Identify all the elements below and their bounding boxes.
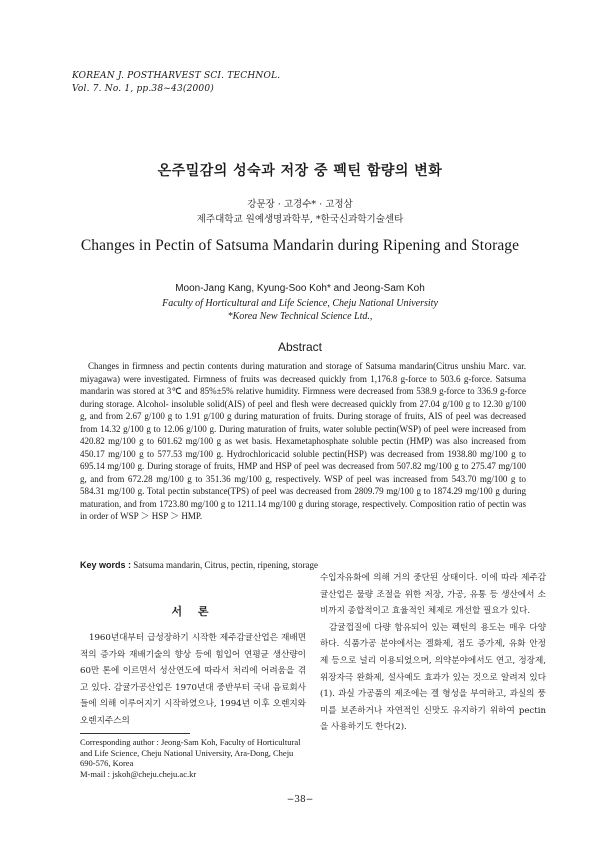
intro-paragraph: 감귤껍질에 다량 함유되어 있는 펙틴의 용도는 매우 다양하다. 식품가공 분야에서는 겔화제, 점도 증가제, 유화 안정제 등으로 널리 이용되었으며, 의약분야에서도 연고, 정장제, 위장자극 완화제, 설사예도 효과가 있는 것으로 알려져 있다(1). 과실 가공품의 제조에는 겔 형성을 부여하고, 과실의 풍미를 보존하거나 자연적인 신맛도 유지하기 위하여 pectin을 사용하기도 한다(2).	[320, 622, 546, 733]
english-affiliation	[0, 297, 600, 323]
keywords	[80, 560, 526, 570]
intro-paragraph: 수입자유화에 의해 거의 중단된 상태이다. 이에 따라 제주감귤산업은 물량 조절을 위한 저장, 가공, 유통 등 생산에서 소비까지 종합적이고 효율적인 체제로 개선할 필요가 있다.	[320, 573, 546, 617]
korean-authors: 강문장 · 고경수* · 고정삼	[247, 199, 353, 210]
footnote-divider	[80, 733, 190, 734]
abstract-heading: Abstract	[277, 340, 322, 354]
intro-paragraph: 1960년대부터 급성장하기 시작한 제주감귤산업은 재배면적의 증가와 재배기술의 향상 등에 힘입어 연평균 생산량이 60만 톤에 이르면서 성산연도에 따라서 처리에 어려움을 겪고 있다. 감귤가공산업은 1970년대 중반부터 국내 음료회사들에 의해 이루어지기 시작하였으나, 1994년 이후 오렌지와 오렌지주스의	[80, 633, 306, 726]
abstract-text: Changes in firmness and pectin contents during maturation and storage of Satsuma mandarin(Citrus unshiu Marc. var. miyagawa) were investigated. Firmness of fruits was decreased quickly from 1,176.8 g-force to 503.6 g-force. Satsuma mandarin was stored at 3℃ and 85%±5% relative humidity. Firmness were decreased from 538.9 g-force to 336.9 g-force during storage. Alcohol- insoluble solid(AIS) of peel and flesh were decreased quickly from 27.04 g/100 g to 12.30 g/100 g, and from 2.67 g/100 g to 1.91 g/100 g during maturation of fruits. During storage of fruits, AIS of peel was decreased from 14.32 g/100 g to 12.06 g/100 g. During maturation of fruits, water soluble pectin(WSP) of peel were increased from 420.82 mg/100 g to 601.62 mg/100 g as wet basis. Hexametaphosphate soluble pectin (HMP) was also increased from 450.17 mg/100 g to 577.53 mg/100 g. Hydrochloricacid soluble pectin(HSP) was decreased from 1938.80 mg/100 g to 695.14 mg/100 g. During storage of fruits, HMP and HSP of peel was decreased from 507.82 mg/100 g to 275.47 mg/100 g, and from 672.28 mg/100 g to 351.36 mg/100 g, respectively. WSP of peel was increased from 543.70 mg/100 g to 584.31 mg/100 g. Total pectin substance(TPS) of peel was decreased from 2809.79 mg/100 g to 1874.29 mg/100 g during maturation, and from 1723.80 mg/100 g to 1211.14 mg/100 g during storage, respectively. Composition ratio of pectin was in order of WSP ＞ HSP ＞ HMP.	[80, 361, 526, 521]
english-title: Changes in Pectin of Satsuma Mandarin during Ripening and Storage	[80, 237, 520, 254]
korean-title: 온주밀감의 성숙과 저장 중 펙틴 함량의 변화	[157, 163, 443, 179]
right-column	[320, 570, 546, 736]
page-number: −38−	[286, 795, 314, 805]
affiliation-university: Faculty of Horticultural and Life Science, Cheju National University	[162, 298, 438, 309]
author-email: M-mail : jskoh@cheju.cheju.ac.kr	[80, 768, 197, 779]
keywords-text: Satsuma mandarin, Citrus, pectin, ripening, storage	[131, 560, 318, 570]
journal-volume: Vol. 7. No. 1, pp.38~43(2000)	[72, 84, 214, 94]
footnote	[80, 737, 306, 779]
keywords-label: Key words :	[80, 560, 132, 570]
introduction-heading: 서 론	[171, 605, 215, 618]
affiliation-company: *Korea New Technical Science Ltd.,	[227, 311, 373, 322]
korean-affiliation: 제주대학교 원예생명과학부, *한국신과학기술센타	[196, 214, 404, 225]
english-authors: Moon-Jang Kang, Kyung-Soo Koh* and Jeong-Sam Koh	[175, 283, 425, 294]
journal-name: KOREAN J. POSTHARVEST SCI. TECHNOL.	[72, 71, 281, 81]
abstract-body	[80, 360, 526, 523]
left-column	[80, 630, 306, 730]
corresponding-author: Corresponding author : Jeong-Sam Koh, Faculty of Horticultural and Life Science, Cheju National University, Ara-Dong, Cheju 690-576, Korea	[80, 737, 301, 768]
journal-header	[72, 70, 280, 96]
